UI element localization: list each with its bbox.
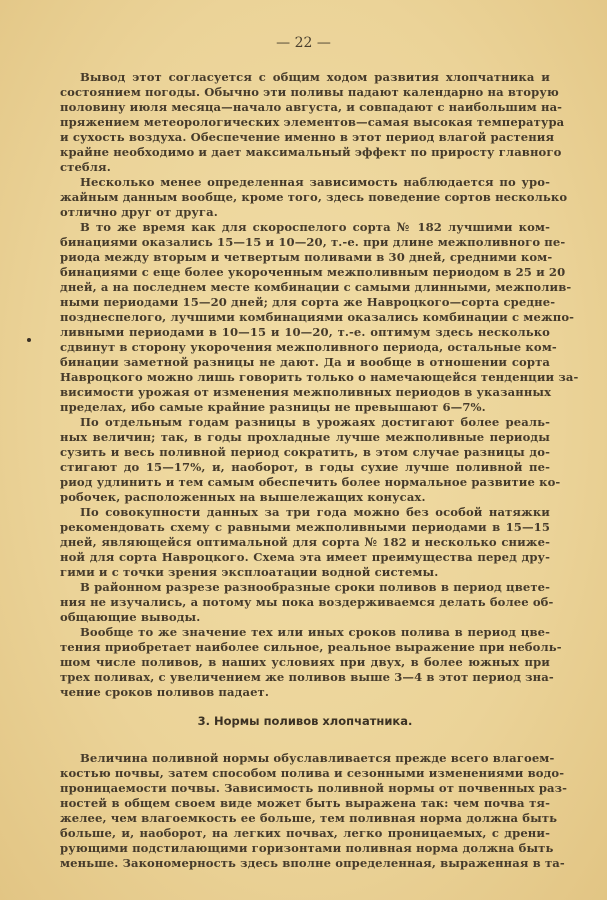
text-line: жайным данным вообще, кроме того, здесь поведение сортов несколько bbox=[60, 190, 568, 204]
text-line: Величина поливной нормы обуславливается прежде всего влагоем- bbox=[80, 751, 555, 765]
text-line: рующими подстилающими горизонтами поливная норма должна быть bbox=[60, 841, 554, 855]
text-line: робочек, расположенных на вышележащих конусах. bbox=[60, 490, 426, 504]
text-line: рекомендовать схему с равными межполивными периодами в 15—15 bbox=[60, 520, 550, 534]
paragraph bbox=[60, 505, 550, 580]
text-line: желее, чем влагоемкость ее больше, тем поливная норма должна быть bbox=[60, 811, 558, 825]
text-line: костью почвы, затем способом полива и сезонными изменениями водо- bbox=[60, 766, 565, 780]
paragraph bbox=[60, 220, 579, 415]
text-line: шом числе поливов, в наших условиях при двух, в более южных при bbox=[60, 655, 550, 669]
text-line: дней, а на последнем месте комбинации с самыми длинными, межполив- bbox=[60, 280, 572, 294]
text-line: стигают до 15—17%, и, наоборот, в годы сухие лучше поливной пе- bbox=[60, 460, 550, 474]
text-line: позднеспелого, лучшими комбинациями оказались комбинации с межпо- bbox=[60, 310, 575, 324]
text-line: отлично друг от друга. bbox=[60, 205, 218, 219]
text-line: бинации заметной разницы не дают. Да и вообще в отношении сорта bbox=[60, 355, 550, 369]
text-line: бинациями оказались 15—15 и 10—20, т.-е. при длине межполивного пе- bbox=[60, 235, 566, 249]
text-line: состоянием погоды. Обычно эти поливы падают календарно на вторую bbox=[60, 85, 559, 99]
text-line: половину июля месяца—начало августа, и совпадают с наибольшим на- bbox=[60, 100, 563, 114]
text-line: Навроцкого можно лишь говорить только о намечающейся тенденции за- bbox=[60, 370, 579, 384]
text-line: Вывод этот согласуется с общим ходом развития хлопчатника и bbox=[80, 70, 550, 84]
ink-speck bbox=[27, 338, 31, 342]
text-line: трех поливах, с увеличением же поливов выше 3—4 в этот период зна- bbox=[60, 670, 554, 684]
text-line: больше, и, наоборот, на легких почвах, легко проницаемых, с дрени- bbox=[60, 826, 550, 840]
text-line: По совокупности данных за три года можно без особой натяжки bbox=[80, 505, 550, 519]
text-line: ными периодами 15—20 дней; для сорта же Навроцкого—сорта средне- bbox=[60, 295, 556, 309]
text-line: гими и с точки зрения эксплоатации водной системы. bbox=[60, 565, 439, 579]
text-line: тения приобретает наиболее сильное, реальное выражение при неболь- bbox=[60, 640, 562, 654]
paragraph bbox=[60, 751, 568, 871]
text-line: крайне необходимо и дает максимальный эффект по приросту главного bbox=[60, 145, 562, 159]
text-line: ния не изучались, а потому мы пока воздерживаемся делать более об- bbox=[60, 595, 554, 609]
text-line: В районном разрезе разнообразные сроки поливов в период цвете- bbox=[80, 580, 550, 594]
text-line: ных величин; так, в годы прохладные лучше межполивные периоды bbox=[60, 430, 550, 444]
text-line: сузить и весь поливной период сократить, в этом случае разницы до- bbox=[60, 445, 550, 459]
text-line: По отдельным годам разницы в урожаях достигают более реаль- bbox=[80, 415, 550, 429]
text-line: пряжением метеорологических элементов—самая высокая температура bbox=[60, 115, 565, 129]
text-line: чение сроков поливов падает. bbox=[60, 685, 269, 699]
text-line: общающие выводы. bbox=[60, 610, 201, 624]
text-line: проницаемости почвы. Зависимость поливной нормы от почвенных раз- bbox=[60, 781, 568, 795]
paragraph bbox=[60, 580, 554, 625]
section-heading: 3. Нормы поливов хлопчатника. bbox=[197, 714, 413, 728]
text-line: и сухость воздуха. Обеспечение именно в этот период влагой растения bbox=[60, 130, 555, 144]
text-line: ностей в общем своем виде может быть выражена так: чем почва тя- bbox=[60, 796, 550, 810]
text-line: меньше. Закономерность здесь вполне определенная, выраженная в та- bbox=[60, 856, 565, 870]
paragraph bbox=[60, 625, 562, 700]
text-line: дней, являющейся оптимальной для сорта № 182 и несколько сниже- bbox=[60, 535, 550, 549]
text-line: ной для сорта Навроцкого. Схема эта имеет преимущества перед дру- bbox=[60, 550, 550, 564]
text-line: риода между вторым и четвертым поливами в 30 дней, средними ком- bbox=[60, 250, 553, 264]
paragraph bbox=[60, 175, 568, 220]
text-line: пределах, ибо самые крайние разницы не превышают 6—7%. bbox=[60, 400, 486, 414]
text-line: риод удлинить и тем самым обеспечить более нормальное развитие ко- bbox=[60, 475, 561, 489]
paragraph bbox=[60, 70, 565, 175]
page-number: — 22 — bbox=[276, 35, 331, 51]
text-line: В то же время как для скороспелого сорта № 182 лучшими ком- bbox=[80, 220, 550, 234]
text-line: ливными периодами в 10—15 и 10—20, т.-е. оптимум здесь несколько bbox=[60, 325, 550, 339]
text-line: Вообще то же значение тех или иных сроков полива в период цве- bbox=[80, 625, 550, 639]
text-line: стебля. bbox=[60, 160, 111, 174]
document-body bbox=[60, 70, 579, 871]
text-line: бинациями с еще более укороченным межполивным периодом в 25 и 20 bbox=[60, 265, 566, 279]
paragraph bbox=[60, 415, 561, 505]
text-line: сдвинут в сторону укорочения межполивного периода, остальные ком- bbox=[60, 340, 557, 354]
text-line: Несколько менее определенная зависимость наблюдается по уро- bbox=[80, 175, 550, 189]
text-line: висимости урожая от изменения межполивных периодов в указанных bbox=[60, 385, 552, 399]
